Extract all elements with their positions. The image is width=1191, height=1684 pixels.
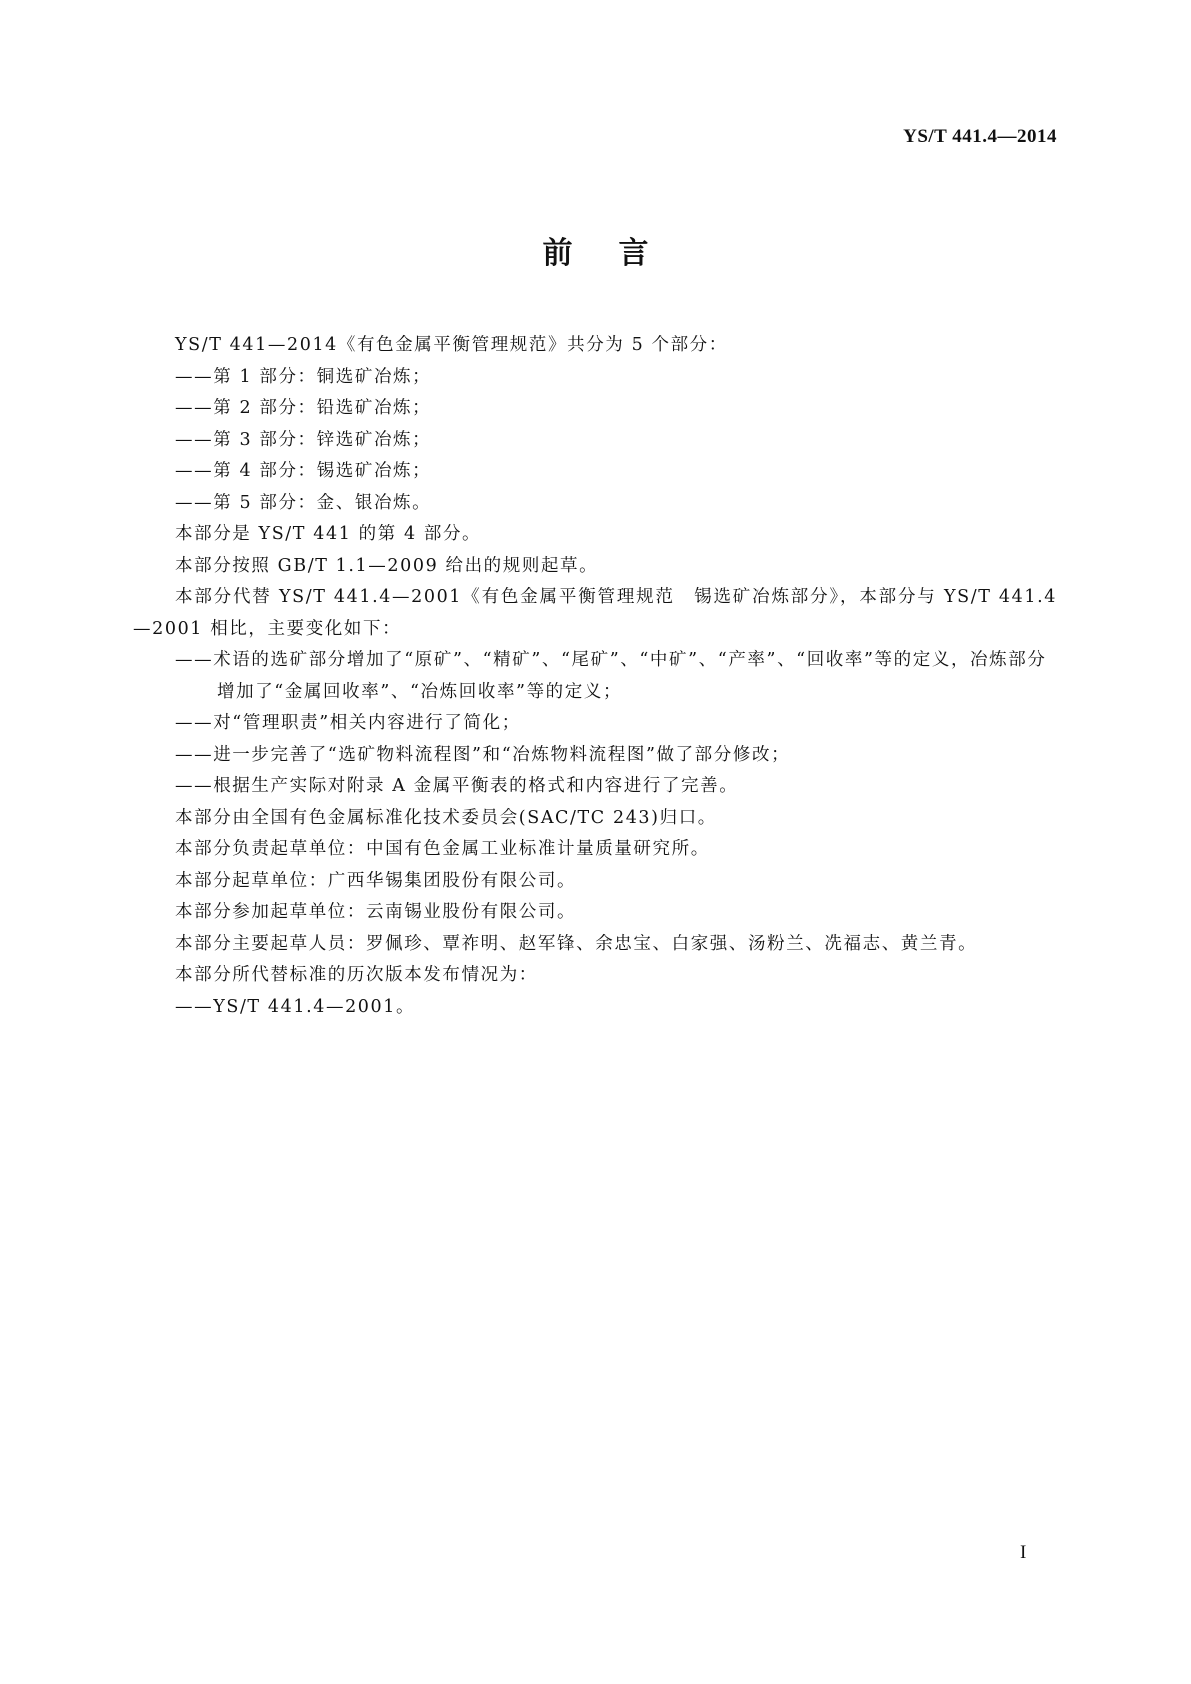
list-item-change-3: ——进一步完善了“选矿物料流程图”和“冶炼物料流程图”做了部分修改； (175, 744, 791, 765)
foreword-body (133, 330, 1057, 1023)
list-item-part-3: ——第 3 部分：锌选矿冶炼； (175, 429, 432, 450)
paragraph-replacement: 本部分代替 YS/T 441.4—2001《有色金属平衡管理规范 锡选矿冶炼部分》，本部分与 YS/T 441.4—2001 相比，主要变化如下： (133, 587, 1057, 639)
list-item-history-1: ——YS/T 441.4—2001。 (175, 996, 416, 1017)
paragraph-responsible-unit: 本部分负责起草单位：中国有色金属工业标准计量质量研究所。 (175, 839, 710, 859)
paragraph-committee: 本部分由全国有色金属标准化技术委员会(SAC/TC 243)归口。 (175, 807, 717, 828)
standard-code: YS/T 441.4—2014 (903, 126, 1057, 147)
paragraph-drafting-unit: 本部分起草单位：广西华锡集团股份有限公司。 (175, 870, 577, 891)
paragraph-intro: YS/T 441—2014《有色金属平衡管理规范》共分为 5 个部分： (175, 335, 728, 355)
page-title: 前言 (542, 236, 695, 271)
list-item-part-1: ——第 1 部分：铜选矿冶炼； (175, 366, 432, 387)
paragraph-drafting-rules: 本部分按照 GB/T 1.1—2009 给出的规则起草。 (175, 555, 599, 576)
list-item-change-4: ——根据生产实际对附录 A 金属平衡表的格式和内容进行了完善。 (175, 776, 739, 796)
list-item-part-4: ——第 4 部分：锡选矿冶炼； (175, 461, 432, 481)
list-item-change-2: ——对“管理职责”相关内容进行了简化； (175, 713, 521, 733)
list-item-change-1: ——术语的选矿部分增加了“原矿”、“精矿”、“尾矿”、“中矿”、“产率”、“回收率”等的定义，冶炼部分增加了“金属回收率”、“冶炼回收率”等的定义； (175, 650, 1047, 702)
list-item-part-5: ——第 5 部分：金、银冶炼。 (175, 492, 432, 513)
paragraph-part-statement: 本部分是 YS/T 441 的第 4 部分。 (175, 524, 482, 544)
paragraph-drafters: 本部分主要起草人员：罗佩珍、覃祚明、赵军锋、余忠宝、白家强、汤粉兰、冼福志、黄兰青。 (175, 933, 978, 954)
paragraph-participating-unit: 本部分参加起草单位：云南锡业股份有限公司。 (175, 902, 577, 922)
paragraph-history-intro: 本部分所代替标准的历次版本发布情况为： (175, 965, 538, 985)
list-item-part-2: ——第 2 部分：铅选矿冶炼； (175, 398, 432, 418)
page-number: I (1020, 1542, 1027, 1563)
